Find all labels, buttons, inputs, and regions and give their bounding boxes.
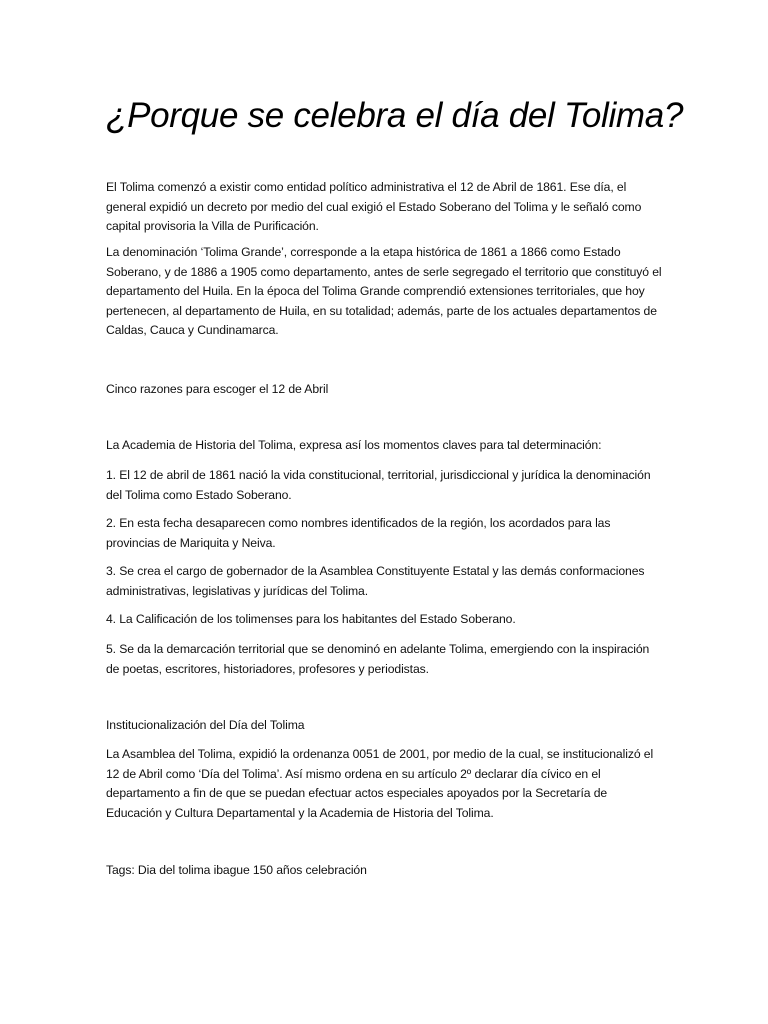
page-title: ¿Porque se celebra el día del Tolima? [106,96,684,135]
institutionalization-subheading: Institucionalización del Día del Tolima [106,718,305,732]
reason-item-1: 1. El 12 de abril de 1861 nació la vida constitucional, territorial, jurisdiccional y jurídica la denominación del Tolima como Estado Soberano. [106,468,651,502]
reason-item-2: 2. En esta fecha desaparecen como nombres identificados de la región, los acordados para las provincias de Mariquita y Neiva. [106,516,611,550]
reason-item-4: 4. La Calificación de los tolimenses para los habitantes del Estado Soberano. [106,612,516,626]
institutionalization-paragraph: La Asamblea del Tolima, expidió la ordenanza 0051 de 2001, por medio de la cual, se institucionalizó el 12 de Abril como ‘Día del Tolima’. Así mismo ordena en su artículo 2º declarar día cívico en el departamento a fin de que se puedan efectuar actos especiales apoyados por la Secretaría de Educación y Cultura Departamental y la Academia de Historia del Tolima. [106,747,654,820]
reasons-subheading: Cinco razones para escoger el 12 de Abril [106,382,329,396]
tolima-grande-paragraph: La denominación ‘Tolima Grande’, corresponde a la etapa histórica de 1861 a 1866 como Estado Soberano, y de 1886 a 1905 como departamento, antes de serle segregado el territorio que constituyó el departamento del Huila. En la época del Tolima Grande comprendió extensiones territoriales, que hoy pertenecen, al departamento de Huila, en su totalidad; además, parte de los actuales departamentos de Caldas, Cauca y Cundinamarca. [106,245,662,338]
academy-intro-paragraph: La Academia de Historia del Tolima, expresa así los momentos claves para tal determinación: [106,438,602,452]
intro-paragraph: El Tolima comenzó a existir como entidad político administrativa el 12 de Abril de 1861. Ese día, el general expidió un decreto por medio del cual exigió el Estado Soberano del Tolima y le señaló como capital provisoria la Villa de Purificación. [106,180,642,234]
tags-line: Tags: Dia del tolima ibague 150 años celebración [106,863,367,877]
reason-item-3: 3. Se crea el cargo de gobernador de la Asamblea Constituyente Estatal y las demás conformaciones administrativas, legislativas y jurídicas del Tolima. [106,564,645,598]
reason-item-5: 5. Se da la demarcación territorial que se denominó en adelante Tolima, emergiendo con la inspiración de poetas, escritores, historiadores, profesores y periodistas. [106,642,650,676]
